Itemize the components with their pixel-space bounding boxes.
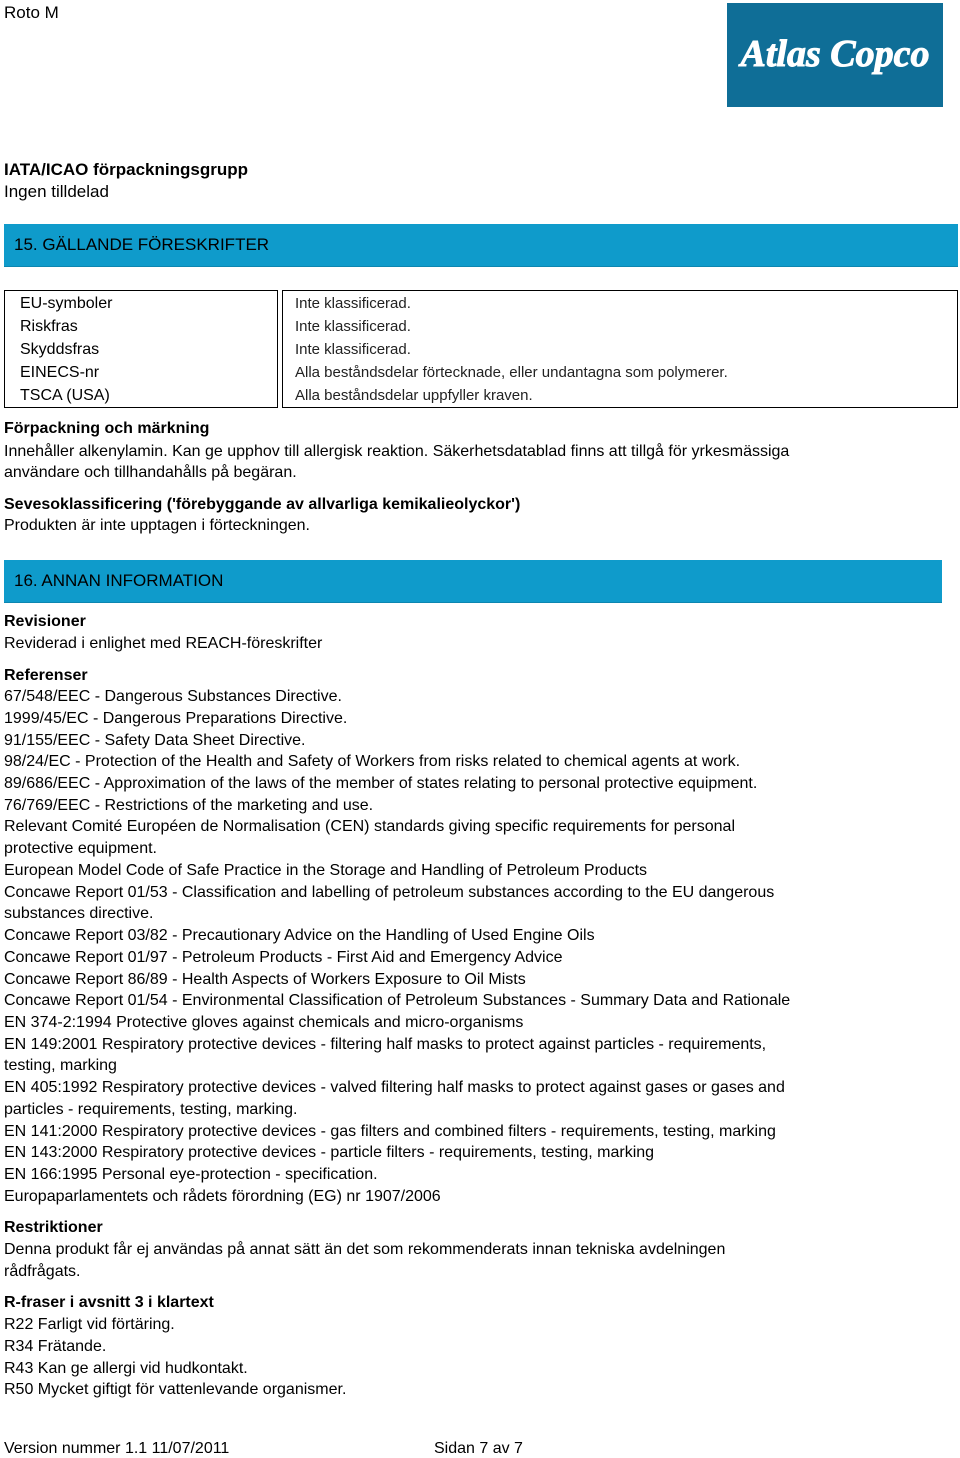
value-tsca: Alla beståndsdelar uppfyller kraven.: [295, 387, 533, 404]
logo-text: Atlas Copco: [740, 33, 930, 75]
reference-item: European Model Code of Safe Practice in the Storage and Handling of Petroleum Products: [4, 862, 648, 879]
value-eu-symbols: Inte klassificerad.: [295, 295, 411, 312]
label-eu-symbols: EU-symboler: [20, 295, 113, 312]
value-einecs: Alla beståndsdelar förtecknade, eller undantagna som polymerer.: [295, 364, 728, 381]
reference-item: Concawe Report 86/89 - Health Aspects of Workers Exposure to Oil Mists: [4, 971, 526, 988]
r-phrase-item: R34 Frätande.: [4, 1338, 107, 1355]
label-einecs: EINECS-nr: [20, 364, 100, 381]
reference-item: 76/769/EEC - Restrictions of the marketing and use.: [4, 797, 374, 814]
regulatory-labels: [4, 290, 278, 408]
section-16-header: [4, 560, 942, 603]
reference-item: EN 166:1995 Personal eye-protection - specification.: [4, 1166, 378, 1183]
atlas-copco-logo: [727, 3, 943, 107]
references-title: Referenser: [4, 667, 88, 684]
label-risk-phrase: Riskfras: [20, 318, 78, 335]
r-phrase-item: R43 Kan ge allergi vid hudkontakt.: [4, 1360, 248, 1377]
reference-item: EN 405:1992 Respiratory protective devices - valved filtering half masks to protect against gases or gases and: [4, 1079, 785, 1096]
packaging-title: Förpackning och märkning: [4, 420, 210, 437]
value-risk-phrase: Inte klassificerad.: [295, 318, 411, 335]
revisions-title: Revisioner: [4, 613, 86, 630]
reference-item: 89/686/EEC - Approximation of the laws of the member of states relating to personal protective equipment.: [4, 775, 758, 792]
packing-group-title: IATA/ICAO förpackningsgrupp: [4, 160, 248, 179]
section-15-title: 15. GÄLLANDE FÖRESKRIFTER: [14, 235, 270, 254]
reference-item: EN 374-2:1994 Protective gloves against chemicals and micro-organisms: [4, 1014, 524, 1031]
packaging-text-line-1: Innehåller alkenylamin. Kan ge upphov till allergisk reaktion. Säkerhetsdatablad finns att tillgå för yrkesmässiga: [4, 443, 790, 460]
reference-item: testing, marking: [4, 1057, 117, 1074]
seveso-text: Produkten är inte upptagen i förteckningen.: [4, 517, 310, 534]
r-phrase-item: R50 Mycket giftigt för vattenlevande organismer.: [4, 1381, 347, 1398]
r-phrase-item: R22 Farligt vid förtäring.: [4, 1316, 175, 1333]
footer-page-number: Sidan 7 av 7: [434, 1440, 523, 1457]
reference-item: EN 149:2001 Respiratory protective devices - filtering half masks to protect against particles - requirements,: [4, 1036, 767, 1053]
restrictions-text-line-1: Denna produkt får ej användas på annat sätt än det som rekommenderats innan tekniska avdelningen: [4, 1241, 726, 1258]
reference-item: Concawe Report 01/54 - Environmental Classification of Petroleum Substances - Summary Data and Rationale: [4, 992, 791, 1009]
reference-item: 67/548/EEC - Dangerous Substances Directive.: [4, 688, 342, 705]
reference-item: 91/155/EEC - Safety Data Sheet Directive.: [4, 732, 306, 749]
seveso-title: Sevesoklassificering ('förebyggande av allvarliga kemikalieolyckor'): [4, 496, 521, 513]
revisions-text: Reviderad i enlighet med REACH-föreskrifter: [4, 635, 323, 652]
reference-item: Concawe Report 01/97 - Petroleum Products - First Aid and Emergency Advice: [4, 949, 563, 966]
footer-version: Version nummer 1.1 11/07/2011: [4, 1440, 230, 1457]
section-15-header: [4, 224, 958, 267]
packing-group-value: Ingen tilldelad: [4, 182, 109, 201]
reference-item: Europaparlamentets och rådets förordning (EG) nr 1907/2006: [4, 1188, 441, 1205]
r-phrases-title: R-fraser i avsnitt 3 i klartext: [4, 1294, 214, 1311]
reference-item: substances directive.: [4, 905, 154, 922]
section-16-title: 16. ANNAN INFORMATION: [14, 571, 224, 590]
reference-item: particles - requirements, testing, marking.: [4, 1101, 298, 1118]
reference-item: Relevant Comité Européen de Normalisation (CEN) standards giving specific requirements for personal: [4, 818, 736, 835]
reference-item: EN 143:2000 Respiratory protective devices - particle filters - requirements, testing, marking: [4, 1144, 655, 1161]
regulatory-table: [4, 290, 958, 408]
reference-item: 98/24/EC - Protection of the Health and Safety of Workers from risks related to chemical agents at work.: [4, 753, 741, 770]
restrictions-title: Restriktioner: [4, 1219, 103, 1236]
regulatory-values: [282, 290, 958, 408]
value-safety-phrase: Inte klassificerad.: [295, 341, 411, 358]
product-name: Roto M: [4, 3, 59, 22]
label-tsca: TSCA (USA): [20, 387, 110, 404]
label-safety-phrase: Skyddsfras: [20, 341, 100, 358]
reference-item: Concawe Report 01/53 - Classification and labelling of petroleum substances according to the EU dangerous: [4, 884, 775, 901]
reference-item: protective equipment.: [4, 840, 157, 857]
reference-item: Concawe Report 03/82 - Precautionary Advice on the Handling of Used Engine Oils: [4, 927, 595, 944]
restrictions-text-line-2: rådfrågats.: [4, 1263, 81, 1280]
reference-item: EN 141:2000 Respiratory protective devices - gas filters and combined filters - requirements, testing, marking: [4, 1123, 776, 1140]
packaging-text-line-2: användare och tillhandahålls på begäran.: [4, 464, 297, 481]
reference-item: 1999/45/EC - Dangerous Preparations Directive.: [4, 710, 348, 727]
